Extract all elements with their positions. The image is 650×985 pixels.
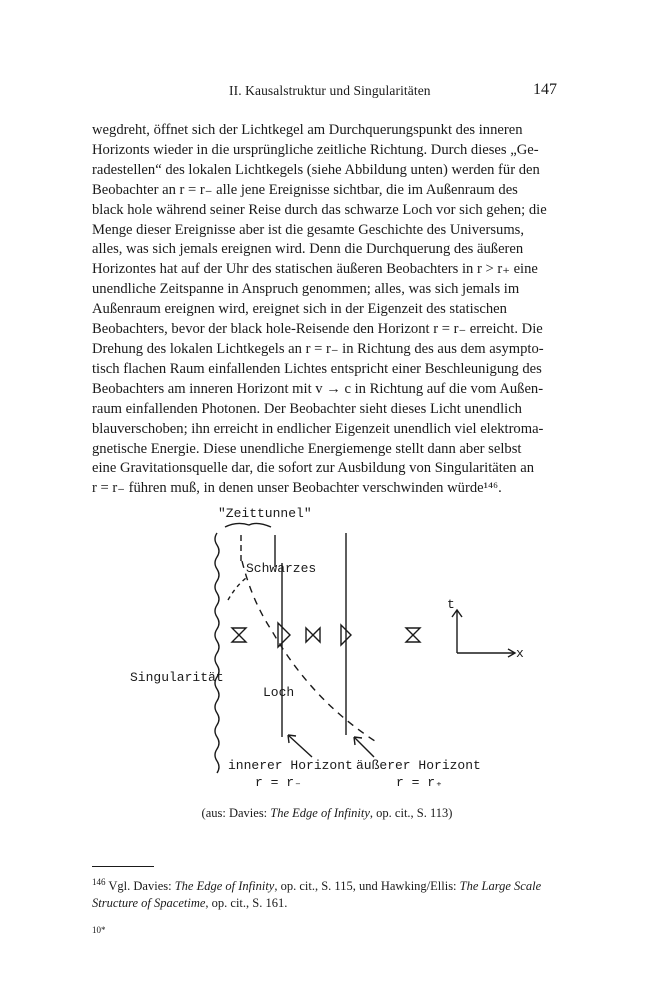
- text-line: black hole während seiner Reise durch das schwarze Loch vor sich gehen; die: [92, 201, 547, 218]
- text-line: tisch flachen Raum einfallenden Lichtes entspricht einer Beschleunigung des: [92, 360, 542, 377]
- infalling-path: [242, 561, 378, 743]
- footnote-title-1: The Edge of Infinity: [174, 879, 275, 894]
- label-loch: Loch: [263, 685, 295, 700]
- text-line: Außenraum ereignen wird, ereignet sich in der Eigenzeit des statischen: [92, 301, 507, 318]
- text-line: unendliche Zeitspanne in Anspruch genommen; alles, was sich jemals im: [92, 281, 520, 298]
- label-outer-radius: r = r₊: [396, 775, 443, 790]
- text-line: Menge dieser Ereignisse aber ist die gesamte Geschichte des Universums,: [92, 221, 525, 238]
- caption-suffix: , op. cit., S. 113): [369, 806, 453, 820]
- footnote-title-2: The Large Scale Structure of Spacetime: [92, 879, 542, 911]
- infall-tick: [228, 578, 246, 600]
- light-cone-1: [232, 628, 246, 642]
- text-line: Horizonts wieder in die ursprüngliche zeitliche Richtung. Durch dieses „Ge-: [92, 141, 539, 158]
- singularity-wavy-line: [215, 533, 219, 773]
- footnote-text-2: , op. cit., S. 115, und Hawking/Ellis:: [274, 879, 460, 894]
- text-line: blauverschoben; ihn erreicht in endlicher Eigenzeit unendlich viel elektroma-: [92, 420, 544, 437]
- text-line: Horizontes hat auf der Uhr des statischen äußeren Beobachters in r > r₊ eine: [92, 261, 538, 278]
- text-line: Beobachters am inneren Horizont mit v → c in Richtung auf die vom Außen-: [92, 380, 544, 397]
- text-line: eine Gravitationsquelle dar, die sofort zur Ausbildung von Singularitäten an: [92, 460, 534, 477]
- text-line: Drehung des lokalen Lichtkegels an r = r₋ in Richtung des aus dem asympto-: [92, 340, 544, 357]
- label-inner-horizon: innerer Horizont: [228, 758, 353, 773]
- footnote: [92, 874, 567, 912]
- footnote-text-1: Vgl. Davies:: [105, 879, 175, 894]
- axis-label-x: x: [516, 646, 524, 661]
- page-number: 147: [533, 81, 557, 98]
- figure-caption: [92, 806, 562, 821]
- footnote-text-3: , op. cit., S. 161.: [205, 896, 288, 911]
- caption-title: The Edge of Infinity: [270, 806, 370, 820]
- label-zeittunnel: "Zeittunnel": [218, 506, 312, 521]
- text-line: r = r₋ führen muß, in denen unser Beobachter verschwinden würde¹⁴⁶.: [92, 480, 502, 497]
- footnote-rule: [92, 866, 154, 867]
- caption-prefix: (aus: Davies:: [201, 806, 271, 820]
- body-paragraph: [92, 121, 562, 499]
- running-title: II. Kausalstruktur und Singularitäten: [229, 83, 431, 98]
- text-line: wegdreht, öffnet sich der Lichtkegel am Durchquerungspunkt des inneren: [92, 122, 523, 138]
- light-cone-3: [306, 628, 320, 642]
- label-outer-horizon: äußerer Horizont: [356, 758, 481, 773]
- label-inner-radius: r = r₋: [255, 775, 302, 790]
- text-line: Beobachters, bevor der black hole-Reisende den Horizont r = r₋ erreicht. Die: [92, 321, 543, 338]
- inner-pointer: [288, 735, 312, 757]
- label-schwarzes: Schwarzes: [246, 561, 317, 576]
- light-cone-diagram: [120, 505, 540, 805]
- text-line: gnetische Energie. Diese unendliche Energiemenge stellt dann aber selbst: [92, 440, 522, 457]
- zeittunnel-brace: [225, 523, 271, 527]
- label-singularitaet: Singularität: [130, 670, 224, 685]
- light-cone-5: [406, 628, 420, 642]
- footnote-marker: 146: [92, 877, 106, 887]
- text-line: radestellen“ des lokalen Lichtkegels (siehe Abbildung unten) werden für den: [92, 161, 540, 178]
- text-line: alles, was sich jemals ereignen wird. Denn die Durchquerung des äußeren: [92, 241, 524, 258]
- signature-mark: 10*: [92, 925, 106, 935]
- outer-pointer: [354, 737, 374, 757]
- page-header: [92, 81, 557, 101]
- text-line: Beobachter an r = r₋ alle jene Ereignisse sichtbar, die im Außenraum des: [92, 181, 518, 198]
- axis-label-t: t: [447, 597, 455, 612]
- text-line: raum einfallenden Photonen. Der Beobachter sieht dieses Licht unendlich: [92, 400, 522, 417]
